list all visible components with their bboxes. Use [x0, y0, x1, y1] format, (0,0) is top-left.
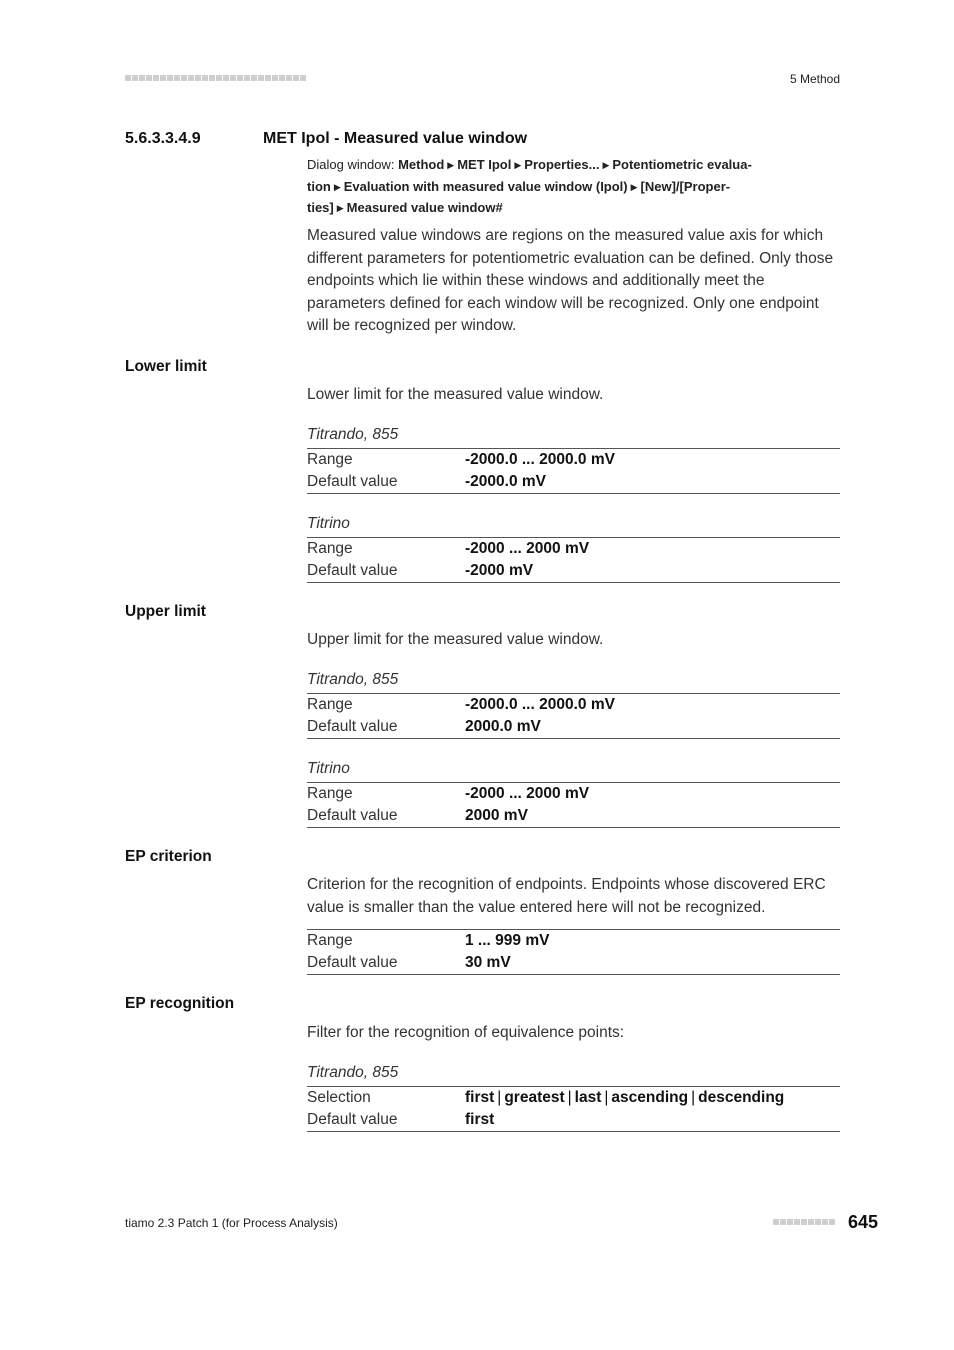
table-row [307, 449, 840, 472]
row-value: -2000 mV [465, 562, 534, 579]
row-value: -2000.0 ... 2000.0 mV [465, 451, 615, 468]
option: last [574, 1089, 602, 1106]
value-table [307, 782, 840, 828]
value-table [307, 448, 840, 494]
row-key: Default value [307, 562, 398, 579]
row-key: Default value [307, 807, 398, 824]
section-title: MET Ipol - Measured value window [263, 130, 528, 147]
footer-decoration [773, 1219, 835, 1225]
path-item: MET Ipol [457, 157, 512, 172]
arrow-right-icon: ▶ [333, 181, 341, 192]
option: first [465, 1089, 495, 1106]
param-title-ep-criterion: EP criterion [125, 848, 212, 865]
table-row [307, 471, 840, 494]
row-key: Default value [307, 954, 398, 971]
device-label: Titrino [307, 515, 350, 532]
row-key: Selection [307, 1089, 371, 1106]
param-title-upper-limit: Upper limit [125, 603, 206, 620]
table-row [307, 783, 840, 806]
arrow-right-icon: ▶ [514, 160, 522, 170]
page-number: 645 [847, 1212, 878, 1232]
param-description: Criterion for the recognition of endpoints. Endpoints whose discovered ERC value is smaller than the value entered here will not be recognized. [307, 876, 826, 916]
dialog-path [307, 155, 807, 220]
value-table [307, 693, 840, 739]
row-key: Range [307, 785, 353, 802]
selection-options: first | greatest | last | ascending | descending [465, 1089, 785, 1106]
row-key: Default value [307, 1111, 398, 1128]
table-row [307, 952, 840, 975]
table-row [307, 716, 840, 739]
table-row [307, 694, 840, 717]
dialog-prefix: Dialog window: [307, 157, 395, 172]
chapter-header: 5 Method [789, 72, 840, 86]
row-value: -2000 ... 2000 mV [465, 785, 590, 802]
table-row [307, 1087, 840, 1110]
path-item: Potentiometric evalua-tion [307, 157, 752, 194]
row-value: -2000 ... 2000 mV [465, 540, 590, 557]
arrow-right-icon: ▶ [602, 160, 610, 170]
table-row [307, 930, 840, 953]
param-title-lower-limit: Lower limit [125, 358, 207, 375]
path-item: Measured value window# [346, 200, 503, 215]
row-key: Range [307, 451, 353, 468]
arrow-right-icon: ▶ [447, 160, 455, 170]
row-key: Range [307, 540, 353, 557]
device-label: Titrando, 855 [307, 426, 399, 443]
device-label: Titrando, 855 [307, 671, 399, 688]
param-description: Upper limit for the measured value window. [307, 631, 604, 648]
header-decoration [125, 75, 306, 81]
arrow-right-icon: ▶ [336, 203, 344, 213]
option: ascending [611, 1089, 689, 1106]
footer-product: tiamo 2.3 Patch 1 (for Process Analysis) [125, 1216, 338, 1230]
row-value: first [465, 1111, 495, 1128]
param-title-ep-recognition: EP recognition [125, 995, 235, 1012]
device-label: Titrando, 855 [307, 1064, 399, 1081]
row-key: Range [307, 932, 353, 949]
table-row [307, 805, 840, 828]
param-description: Lower limit for the measured value window. [307, 386, 604, 403]
value-table [307, 929, 840, 975]
value-table [307, 537, 840, 583]
row-key: Default value [307, 718, 398, 735]
path-item: [New]/[Proper-ties] [307, 178, 731, 215]
param-description: Filter for the recognition of equivalence points: [307, 1024, 625, 1041]
row-value: 30 mV [465, 954, 511, 971]
arrow-right-icon: ▶ [630, 181, 638, 192]
row-key: Range [307, 696, 353, 713]
row-value: 2000 mV [465, 807, 528, 824]
section-number: 5.6.3.3.4.9 [125, 130, 201, 147]
table-row [307, 1109, 840, 1132]
device-label: Titrino [307, 760, 350, 777]
row-value: -2000.0 ... 2000.0 mV [465, 696, 615, 713]
value-table [307, 1086, 840, 1132]
table-row [307, 560, 840, 583]
row-value: -2000.0 mV [465, 473, 546, 490]
option: descending [698, 1089, 785, 1106]
path-item: Method [398, 157, 445, 172]
table-row [307, 538, 840, 561]
row-value: 1 ... 999 mV [465, 932, 550, 949]
intro-paragraph: Measured value windows are regions on the measured value axis for which different parameters for potentiometric evaluation can be defined. Only those endpoints which lie within these windows and additionally meet the parameters defined for each window will be recognized. Only one endpoint will be recognized per window. [307, 227, 834, 334]
row-value: 2000.0 mV [465, 718, 541, 735]
path-item: Properties... [524, 157, 600, 172]
option: greatest [504, 1089, 565, 1106]
path-item: Evaluation with measured value window (Ipol) [343, 178, 628, 194]
row-key: Default value [307, 473, 398, 490]
